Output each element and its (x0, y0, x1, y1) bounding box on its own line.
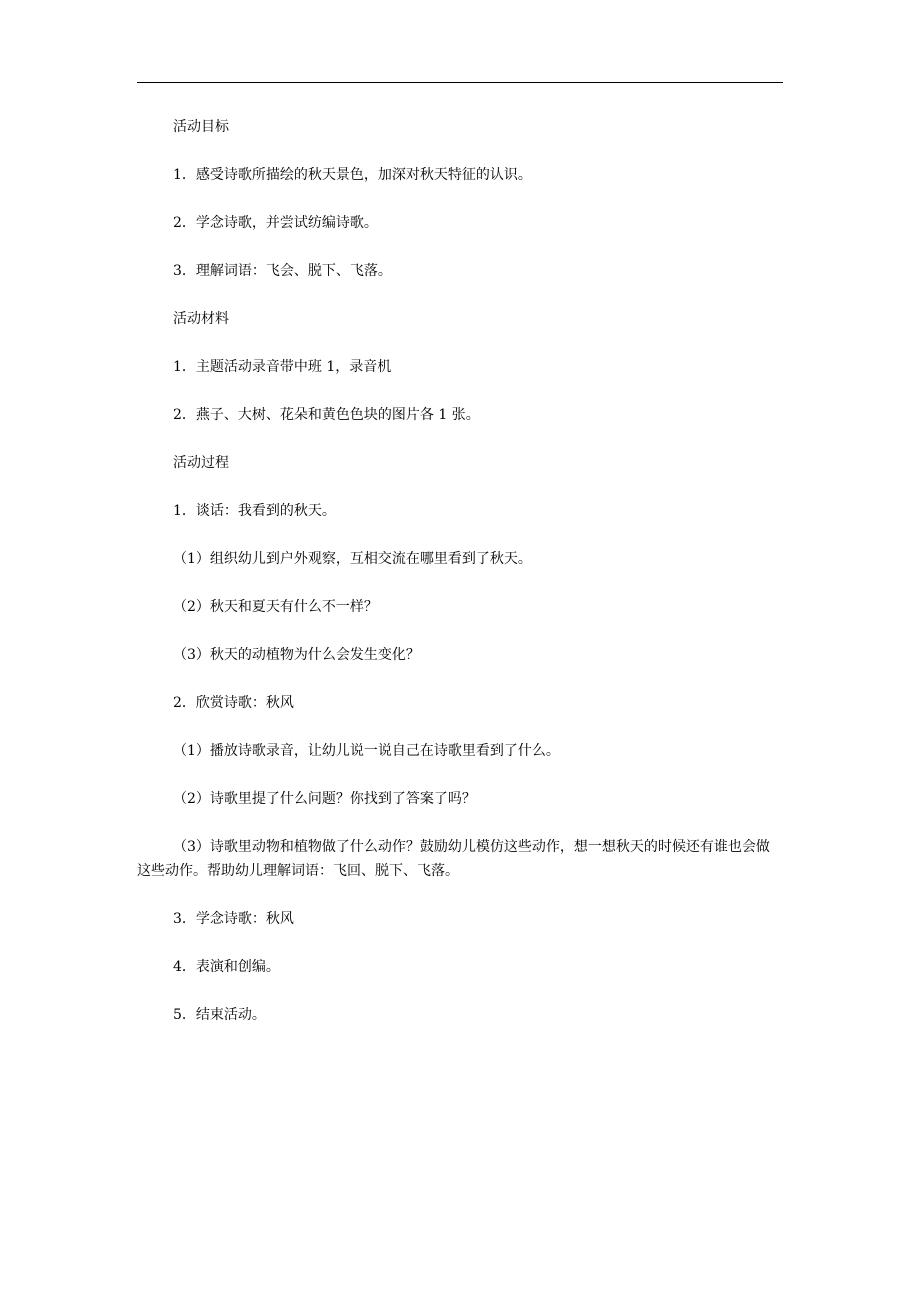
goal-item-3: 3．理解词语：飞会、脱下、飞落。 (173, 263, 392, 279)
process-item-4: 4．表演和创编。 (173, 959, 280, 975)
process-item-1-3: （3）秋天的动植物为什么会发生变化？ (173, 647, 420, 663)
section-heading-materials: 活动材料 (173, 311, 229, 327)
process-item-1-2: （2）秋天和夏天有什么不一样？ (173, 599, 378, 615)
material-item-2: 2．燕子、大树、花朵和黄色色块的图片各 1 张。 (173, 407, 480, 423)
process-item-2: 2．欣赏诗歌：秋风 (173, 695, 294, 711)
goal-item-2: 2．学念诗歌，并尝试纺编诗歌。 (173, 215, 378, 231)
process-item-2-1: （1）播放诗歌录音，让幼儿说一说自己在诗歌里看到了什么。 (173, 743, 560, 759)
section-heading-process: 活动过程 (173, 455, 229, 471)
process-item-5: 5．结束活动。 (173, 1007, 266, 1023)
goal-item-1: 1．感受诗歌所描绘的秋天景色，加深对秋天特征的认识。 (173, 167, 532, 183)
process-item-3: 3．学念诗歌：秋风 (173, 911, 294, 927)
process-item-1: 1．谈话：我看到的秋天。 (173, 503, 336, 519)
section-heading-goals: 活动目标 (173, 119, 229, 135)
process-item-2-3: （3）诗歌里动物和植物做了什么动作？鼓励幼儿模仿这些动作，想一想秋天的时候还有谁也会做这些动作。帮助幼儿理解词语：飞回、脱下、飞落。 (137, 839, 770, 879)
material-item-1: 1．主题活动录音带中班 1，录音机 (173, 359, 392, 375)
header-rule (137, 82, 783, 83)
process-item-2-2: （2）诗歌里提了什么问题？你找到了答案了吗？ (173, 791, 476, 807)
process-item-1-1: （1）组织幼儿到户外观察，互相交流在哪里看到了秋天。 (173, 551, 532, 567)
